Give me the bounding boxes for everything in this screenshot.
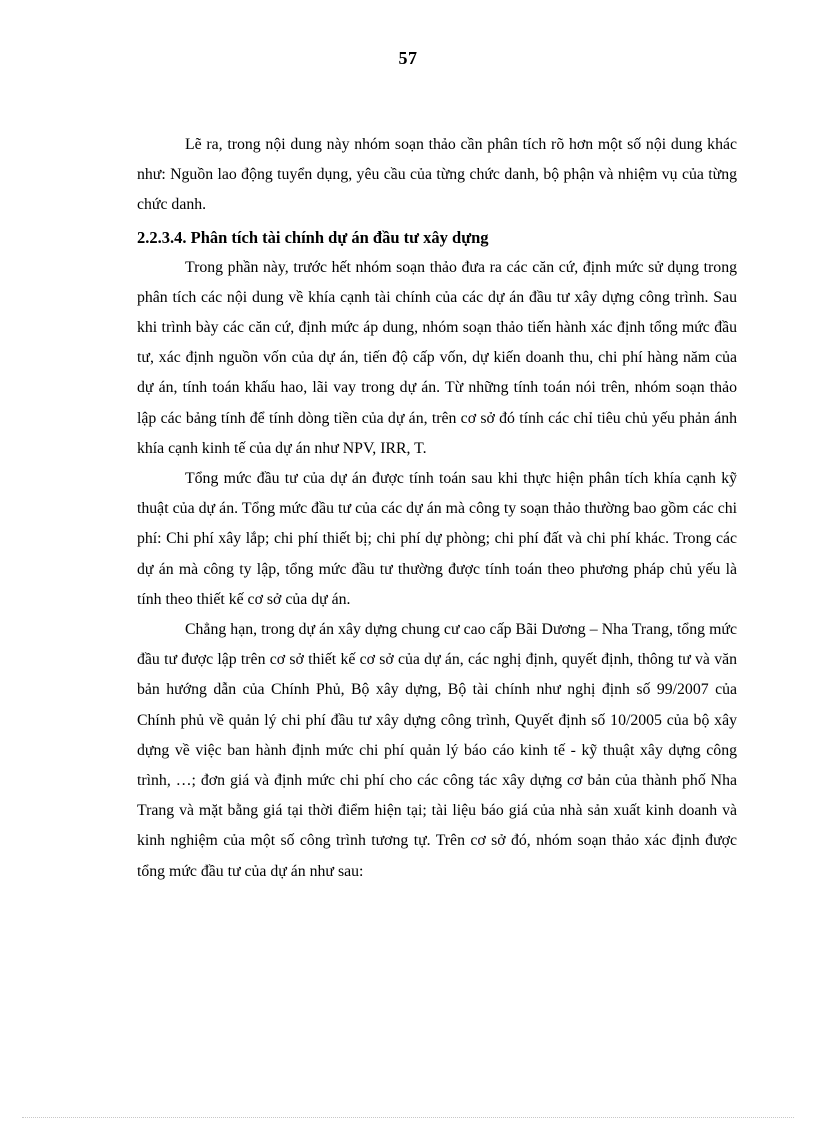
paragraph-3: Tổng mức đầu tư của dự án được tính toán sau khi thực hiện phân tích khía cạnh kỹ thuật của dự án. Tổng mức đầu tư của các dự án mà công ty soạn thảo thường bao gồm các chi phí: Chi phí xây lắp; chi phí thiết bị; chi phí dự phòng; chi phí đất và chi phí khác. Trong các dự án mà công ty lập, tổng mức đầu tư thường được tính toán theo phương pháp chủ yếu là tính theo thiết kế cơ sở của dự án. xyxy=(137,470,737,608)
page-bottom-divider xyxy=(22,1117,794,1118)
document-body xyxy=(137,130,737,887)
paragraph-2: Trong phần này, trước hết nhóm soạn thảo đưa ra các căn cứ, định mức sử dụng trong phân tích các nội dung về khía cạnh tài chính của các dự án đầu tư xây dựng công trình. Sau khi trình bày các căn cứ, định mức áp dung, nhóm soạn thảo tiến hành xác định tổng mức đầu tư, xác định nguồn vốn của dự án, tiến độ cấp vốn, dự kiến doanh thu, chi phí hàng năm của dự án, tính toán khấu hao, lãi vay trong dự án. Từ những tính toán nói trên, nhóm soạn thảo lập các bảng tính để tính dòng tiền của dự án, trên cơ sở đó tính các chỉ tiêu chủ yếu phản ánh khía cạnh kinh tế của dự án như NPV, IRR, T. xyxy=(137,258,737,457)
paragraph-1: Lẽ ra, trong nội dung này nhóm soạn thảo cần phân tích rõ hơn một số nội dung khác như: Nguồn lao động tuyển dụng, yêu cầu của từng chức danh, bộ phận và nhiệm vụ của từng chức danh. xyxy=(137,136,737,214)
page-number: 57 xyxy=(398,48,418,68)
paragraph-4: Chẳng hạn, trong dự án xây dựng chung cư cao cấp Bãi Dương – Nha Trang, tổng mức đầu tư được lập trên cơ sở thiết kế cơ sở của dự án, các nghị định, quyết định, thông tư và văn bản hướng dẫn của Chính Phủ, Bộ xây dựng, Bộ tài chính như nghị định số 99/2007 của Chính phủ về quản lý chi phí đầu tư xây dựng công trình, Quyết định số 10/2005 của bộ xây dựng về việc ban hành định mức chi phí quản lý báo cáo kinh tế - kỹ thuật xây dựng công trình, …; đơn giá và định mức chi phí cho các công tác xây dựng cơ bản của thành phố Nha Trang và mặt bằng giá tại thời điểm hiện tại; tài liệu báo giá của nhà sản xuất kinh doanh và kinh nghiệm của một số công trình tương tự. Trên cơ sở đó, nhóm soạn thảo xác định được tổng mức đầu tư của dự án như sau: xyxy=(137,621,737,880)
section-heading: 2.2.3.4. Phân tích tài chính dự án đầu tư xây dựng xyxy=(137,227,489,247)
